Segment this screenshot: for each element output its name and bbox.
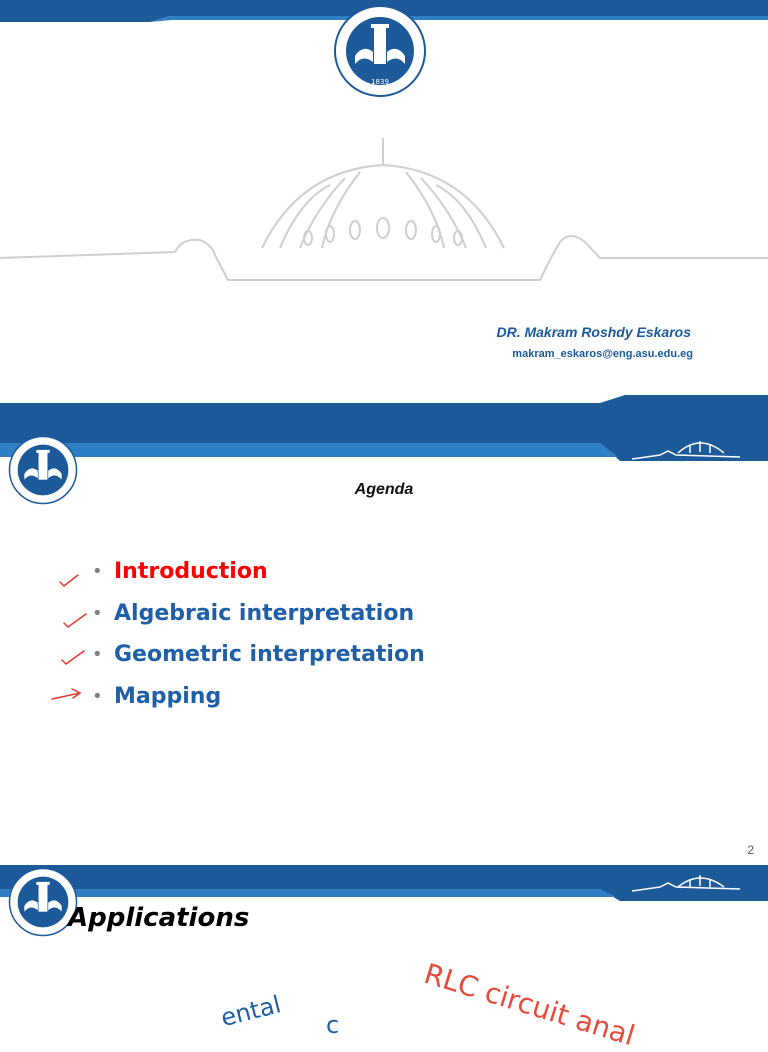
- rlc-circuit-text: RLC circuit anal: [420, 957, 639, 1052]
- agenda-item-introduction: [92, 551, 425, 593]
- agenda-item-label: Mapping: [114, 683, 222, 709]
- handwritten-marks: [0, 395, 100, 715]
- author-name: DR. Makram Roshdy Eskaros: [496, 324, 691, 340]
- agenda-item-label: Introduction: [114, 559, 268, 585]
- arrow-right-icon: [52, 689, 80, 699]
- checkmark-icon: [64, 614, 86, 627]
- ental-text: ental: [218, 990, 284, 1033]
- agenda-item-label: Algebraic interpretation: [114, 600, 415, 626]
- checkmark-icon: [62, 651, 84, 664]
- bullet: •: [92, 561, 103, 583]
- bullet: •: [92, 644, 103, 666]
- agenda-slide: [0, 395, 768, 865]
- agenda-title: Agenda: [354, 481, 414, 498]
- agenda-list: [92, 551, 425, 717]
- agenda-item-mapping: [92, 676, 425, 718]
- dome-outline: [0, 130, 768, 285]
- header-band: [0, 865, 768, 901]
- bullet: •: [92, 602, 103, 624]
- agenda-item-algebraic: [92, 593, 425, 635]
- checkmark-icon: [60, 575, 78, 586]
- agenda-item-label: Geometric interpretation: [114, 642, 425, 668]
- bullet: •: [92, 685, 103, 707]
- applications-title: Applications: [68, 903, 250, 933]
- applications-slide: [0, 865, 768, 1052]
- author-email: makram_eskaros@eng.asu.edu.eg: [512, 348, 693, 360]
- title-slide: [0, 0, 768, 395]
- university-seal-icon: [333, 4, 427, 98]
- page-number: 2: [747, 843, 754, 857]
- header-band: [0, 395, 768, 461]
- agenda-item-geometric: [92, 634, 425, 676]
- fragment-text: c: [326, 1011, 340, 1039]
- svg-text:1839: 1839: [371, 78, 389, 86]
